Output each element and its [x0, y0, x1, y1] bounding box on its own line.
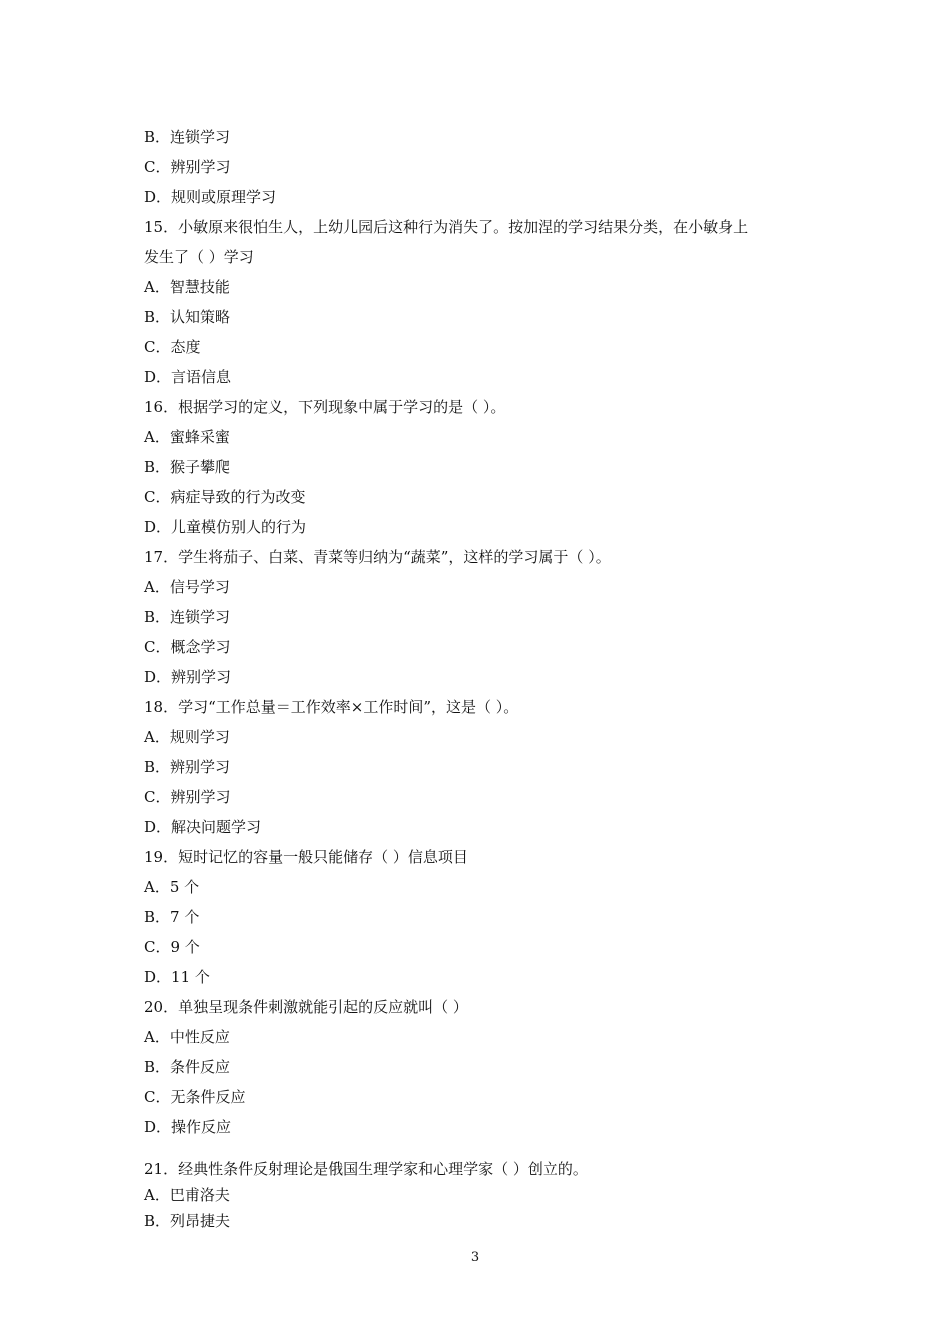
text-line: 17．学生将茄子、白菜、青菜等归纳为“蔬菜”，这样的学习属于（ ）。 — [144, 548, 611, 566]
question-lines — [144, 122, 824, 1142]
text-line: D．规则或原理学习 — [144, 188, 277, 206]
text-line: C．概念学习 — [144, 638, 231, 656]
text-line: 16．根据学习的定义，下列现象中属于学习的是（ ）。 — [144, 398, 506, 416]
text-line: C．病症导致的行为改变 — [144, 488, 306, 506]
text-line: B．认知策略 — [144, 308, 231, 326]
text-line: D．操作反应 — [144, 1118, 232, 1136]
text-line: D．11 个 — [144, 968, 210, 986]
text-line: D．言语信息 — [144, 368, 232, 386]
text-line: C．态度 — [144, 338, 201, 356]
text-line: 20．单独呈现条件刺激就能引起的反应就叫（ ） — [144, 998, 468, 1016]
text-line: A．5 个 — [144, 878, 200, 896]
text-line: D．儿童模仿别人的行为 — [144, 518, 307, 536]
paragraph-gap — [144, 1142, 824, 1156]
page-number: 3 — [470, 1250, 480, 1265]
text-line: 21．经典性条件反射理论是俄国生理学家和心理学家（ ）创立的。 — [144, 1160, 588, 1178]
text-line: 发生了（ ）学习 — [144, 248, 254, 266]
question-content — [144, 122, 824, 1234]
text-line: C．辨别学习 — [144, 788, 231, 806]
question-lines-tail — [144, 1156, 824, 1234]
text-line: C．辨别学习 — [144, 158, 231, 176]
text-line: A．信号学习 — [144, 578, 230, 596]
text-line: B．连锁学习 — [144, 608, 231, 626]
text-line: 15．小敏原来很怕生人，上幼儿园后这种行为消失了。按加涅的学习结果分类，在小敏身上 — [144, 218, 749, 236]
text-line: B．7 个 — [144, 908, 200, 926]
text-line: B．辨别学习 — [144, 758, 231, 776]
text-line: B．猴子攀爬 — [144, 458, 231, 476]
text-line: 18．学习“工作总量＝工作效率×工作时间”，这是（ ）。 — [144, 698, 519, 716]
text-line: A．蜜蜂采蜜 — [144, 428, 230, 446]
text-line: A．规则学习 — [144, 728, 230, 746]
text-line: D．解决问题学习 — [144, 818, 262, 836]
text-line: 19．短时记忆的容量一般只能储存（ ）信息项目 — [144, 848, 468, 866]
text-line: A．中性反应 — [144, 1028, 230, 1046]
text-line: C．9 个 — [144, 938, 200, 956]
text-line: D．辨别学习 — [144, 668, 232, 686]
text-line: B．连锁学习 — [144, 128, 231, 146]
text-line: B．条件反应 — [144, 1058, 231, 1076]
text-line: A．智慧技能 — [144, 278, 230, 296]
text-line: A．巴甫洛夫 — [144, 1186, 230, 1204]
text-line: B．列昂捷夫 — [144, 1212, 231, 1230]
text-line: C．无条件反应 — [144, 1088, 246, 1106]
